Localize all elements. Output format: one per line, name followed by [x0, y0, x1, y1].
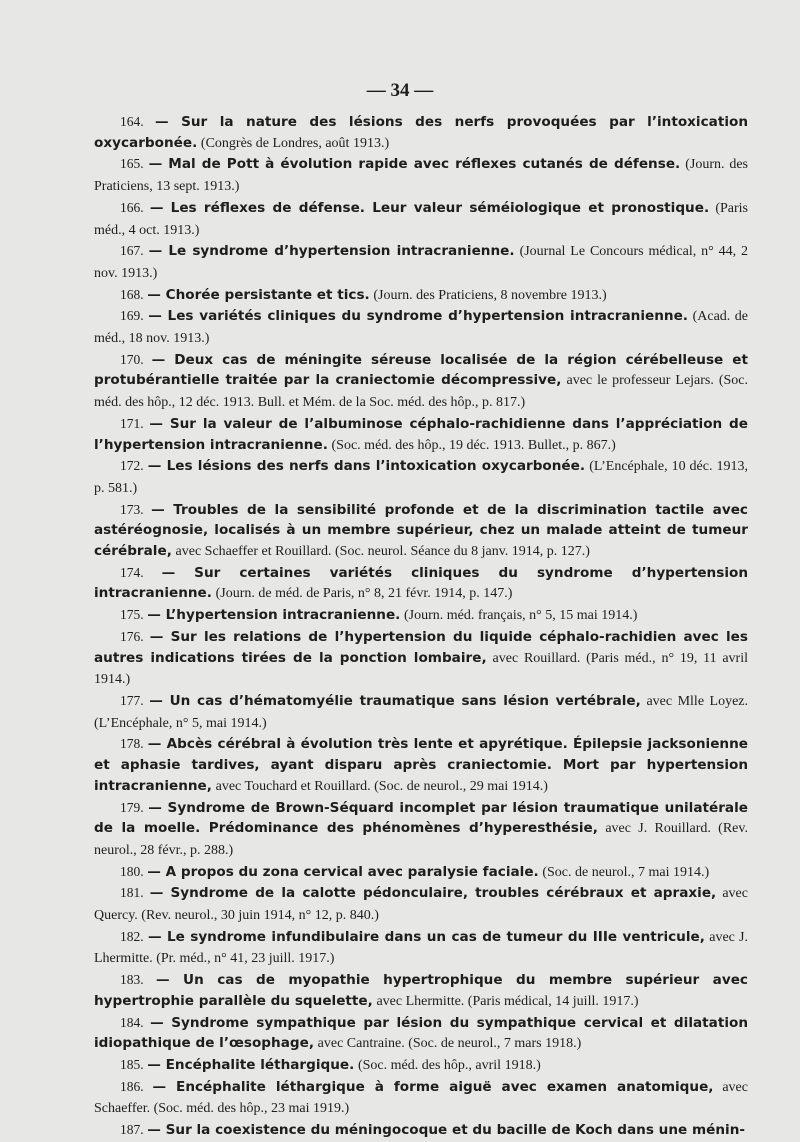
entry-number: 187.	[120, 1122, 144, 1138]
entry-number: 174.	[120, 564, 144, 580]
entry-number: 181.	[120, 885, 144, 901]
entry-title: — Sur la nature des lésions des nerfs provoquées par l’intoxication oxycarbonée.	[94, 114, 748, 151]
bibliography-entry	[94, 1055, 748, 1077]
entry-number: 175.	[120, 607, 144, 623]
entry-reference: (Journ. des Praticiens, 8 novembre 1913.)	[373, 287, 607, 303]
entry-reference: avec Quercy. (Rev. neurol., 30 juin 1914, n° 12, p. 840.)	[94, 886, 748, 924]
bibliography-entry	[94, 198, 748, 241]
bibliography-entry	[94, 350, 748, 414]
entry-title: — Syndrome de la calotte pédonculaire, troubles cérébraux et apraxie,	[149, 885, 717, 902]
entry-reference: (Soc. méd. des hôp., avril 1918.)	[357, 1057, 541, 1073]
bibliography-entry	[94, 734, 748, 797]
entry-reference: avec J. Lhermitte. (Pr. méd., n° 41, 23 juill. 1917.)	[94, 929, 748, 967]
bibliography-entry	[94, 563, 748, 605]
bibliography-entry	[94, 627, 748, 691]
entry-reference: (Journal Le Concours médical, n° 44, 2 nov. 1913.)	[94, 244, 749, 281]
entry-reference: (Journ. des Praticiens, 13 sept. 1913.)	[94, 157, 748, 195]
entry-reference: avec le professeur Lejars. (Soc. méd. des hôp., 12 déc. 1913. Bull. et Mém. de la Soc. méd. des hôp., p. 817.)	[94, 373, 748, 411]
entry-number: 184.	[120, 1014, 144, 1030]
entry-number: 169.	[120, 308, 144, 324]
bibliography-entry	[94, 414, 748, 456]
entry-reference: avec J. Rouillard. (Rev. neurol., 28 févr., p. 288.)	[94, 821, 748, 858]
entry-number: 172.	[120, 458, 144, 474]
entry-reference: (Soc. méd. des hôp., 19 déc. 1913. Bullet., p. 867.)	[331, 437, 616, 453]
entry-title: — Les réflexes de défense. Leur valeur séméiologique et pronostique.	[149, 199, 710, 216]
bibliography-entry	[94, 285, 748, 307]
entry-number: 164.	[120, 114, 144, 129]
entry-number: 177.	[120, 692, 144, 708]
entry-number: 186.	[120, 1078, 144, 1094]
bibliography-entry	[94, 605, 748, 627]
entry-title: — L’hypertension intracranienne.	[147, 607, 401, 624]
bibliography-entry	[94, 456, 748, 499]
entry-number: 179.	[120, 799, 144, 815]
entry-title: — Sur certaines variétés cliniques du syndrome d’hypertension intracranienne.	[94, 564, 748, 602]
entry-title: — Syndrome sympathique par lésion du sympathique cervical et dilatation idiopathique de l’œsophage,	[94, 1014, 749, 1052]
entry-title: — Abcès cérébral à évolution très lente et apyrétique. Épilepsie jacksonienne et aphasie tardives, ayant disparu après craniectomie. Mort par hypertension intracranienne,	[94, 736, 748, 794]
entry-number: 176.	[120, 628, 144, 644]
entry-title: — Mal de Pott à évolution rapide avec réflexes cutanés de défense.	[148, 156, 681, 173]
entry-reference: (Journ. de méd. de Paris, n° 8, 21 févr. 1914, p. 147.)	[215, 586, 513, 602]
entry-reference: (Acad. de méd., 18 nov. 1913.)	[94, 309, 748, 347]
entry-title: — Les variétés cliniques du syndrome d’hypertension intracranienne.	[148, 308, 688, 325]
entry-title: — Sur la coexistence du méningocoque et du bacille de Koch dans une ménin-	[147, 1122, 746, 1139]
bibliography-entry	[94, 154, 748, 197]
bibliography-entry	[94, 241, 748, 284]
entry-title: — Syndrome de Brown-Séquard incomplet par lésion traumatique unilatérale de la moelle. Prédominance des phénomènes d’hyperesthésie,	[94, 799, 748, 837]
entry-title: — Le syndrome infundibulaire dans un cas de tumeur du IIIe ventricule,	[147, 928, 705, 945]
bibliography-entry	[94, 927, 748, 970]
entry-title: — Un cas d’hématomyélie traumatique sans lésion vertébrale,	[149, 692, 641, 709]
entry-title: — A propos du zona cervical avec paralysie faciale.	[147, 863, 539, 880]
entry-title: — Deux cas de méningite séreuse localisée de la région cérébelleuse et protubérantielle traitée par la craniectomie décompressive,	[94, 351, 748, 389]
entry-reference: avec Schaeffer et Rouillard. (Soc. neurol. Séance du 8 janv. 1914, p. 127.)	[175, 544, 590, 560]
entry-number: 170.	[120, 351, 144, 367]
entry-number: 171.	[120, 415, 144, 431]
bibliography-entry	[94, 862, 748, 884]
entry-title: — Un cas de myopathie hypertrophique du membre supérieur avec hypertrophie parallèle du squelette,	[94, 972, 748, 1009]
entry-number: 165.	[120, 156, 144, 172]
bibliography-entry	[94, 691, 748, 734]
entry-reference: (Journ. méd. français, n° 5, 15 mai 1914.)	[404, 608, 638, 624]
entry-number: 167.	[120, 243, 144, 259]
entry-title: — Sur la valeur de l’albuminose céphalo-rachidienne dans l’appréciation de l’hypertension intracranienne.	[94, 415, 748, 453]
bibliography-entry	[94, 306, 748, 349]
entry-title: — Le syndrome d’hypertension intracranienne.	[148, 243, 515, 260]
entry-reference: avec Mlle Loyez. (L’Encéphale, n° 5, mai 1914.)	[94, 693, 749, 731]
bibliography-entry	[94, 883, 748, 926]
entry-reference: avec Schaeffer. (Soc. méd. des hôp., 23 mai 1919.)	[94, 1079, 748, 1117]
entry-title: — Encéphalite léthargique.	[147, 1056, 355, 1073]
bibliography-entry	[94, 970, 748, 1012]
entry-reference: avec Touchard et Rouillard. (Soc. de neurol., 29 mai 1914.)	[215, 778, 548, 794]
bibliography-entry	[94, 798, 748, 862]
entry-reference: (Soc. de neurol., 7 mai 1914.)	[542, 864, 710, 880]
entry-title: — Sur les relations de l’hypertension du liquide céphalo-rachidien avec les autres indications tirées de la ponction lombaire,	[94, 628, 748, 666]
entry-number: 185.	[120, 1056, 144, 1072]
entry-reference: avec Cantraine. (Soc. de neurol., 7 mars 1918.)	[317, 1036, 582, 1052]
bibliography-list	[94, 112, 748, 1142]
entry-reference: (Congrès de Londres, août 1913.)	[200, 135, 390, 151]
entry-number: 183.	[120, 972, 144, 988]
page-number: — 34 —	[366, 80, 434, 101]
entry-title: — Les lésions des nerfs dans l’intoxication oxycarbonée.	[147, 458, 586, 475]
bibliography-entry	[94, 500, 748, 563]
bibliography-entry	[94, 112, 748, 154]
entry-number: 180.	[120, 863, 144, 879]
entry-reference: (L’Encéphale, 10 déc. 1913, p. 581.)	[94, 459, 748, 496]
entry-reference: (Paris méd., 4 oct. 1913.)	[94, 200, 748, 238]
entry-number: 173.	[120, 501, 144, 517]
entry-number: 182.	[120, 928, 144, 944]
bibliography-entry	[94, 1077, 748, 1120]
entry-reference: avec Lhermitte. (Paris médical, 14 juill. 1917.)	[376, 993, 639, 1009]
entry-number: 168.	[120, 286, 144, 302]
entry-reference: avec Rouillard. (Paris méd., n° 19, 11 avril 1914.)	[94, 650, 749, 688]
entry-title: — Encéphalite léthargique à forme aiguë avec examen anatomique,	[152, 1078, 714, 1095]
entry-number: 166.	[120, 199, 144, 215]
entry-number: 178.	[120, 736, 144, 752]
entry-title: — Chorée persistante et tics.	[147, 286, 370, 303]
bibliography-entry	[94, 1120, 748, 1142]
entry-title: — Troubles de la sensibilité profonde et de la discrimination tactile avec astéréognosie, localisés à un membre supérieur, chez un malade atteint de tumeur cérébrale,	[94, 501, 748, 560]
bibliography-entry	[94, 1013, 748, 1055]
